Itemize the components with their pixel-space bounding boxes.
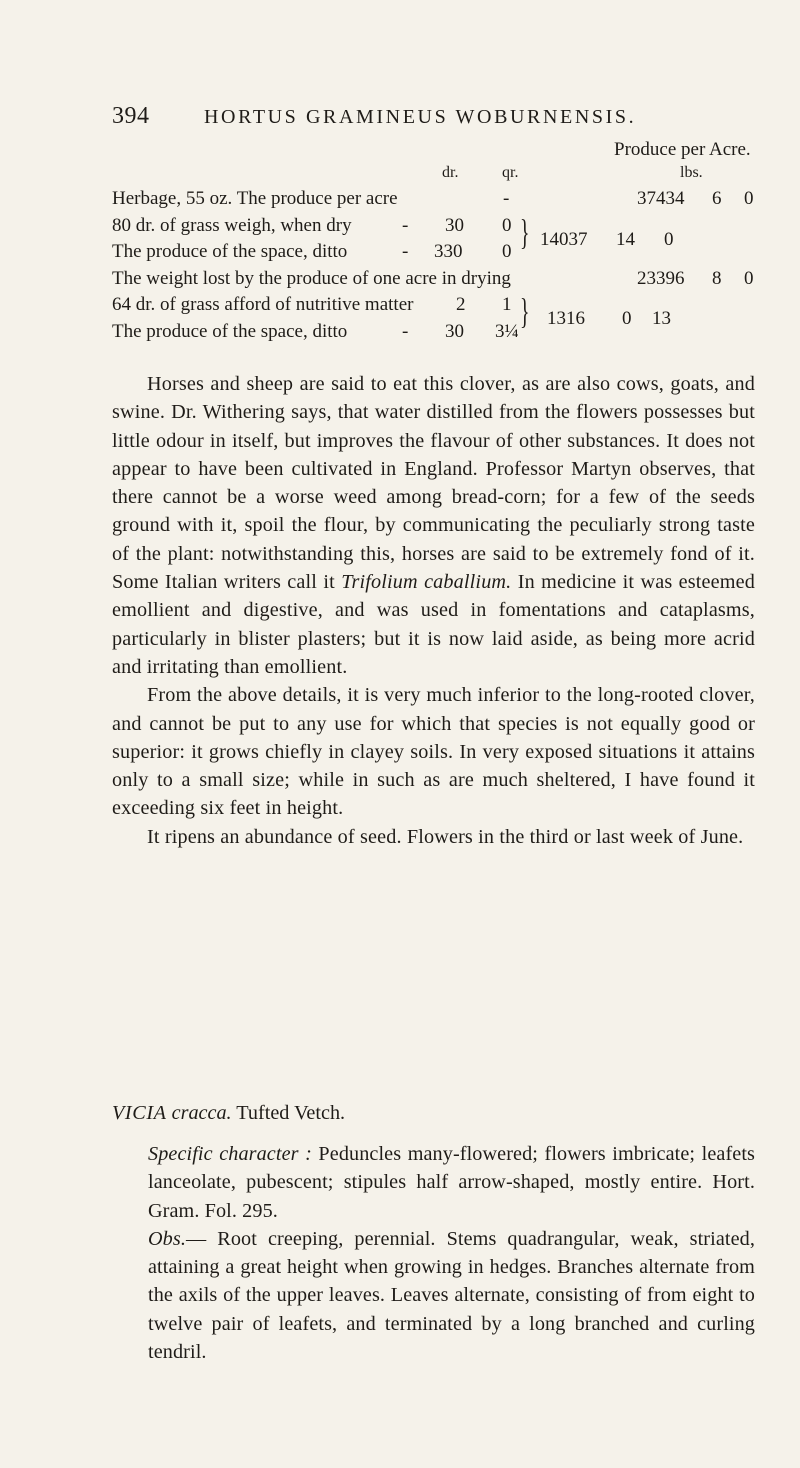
obs-text: — Root creeping, perennial. Stems quadrangular, weak, striated, attaining a great height when growing in hedges. Branches alternate from the axils of the upper leaves. Leaves alternate, consisting of from eight to twelve pair of leafets, and terminated by a long branched and curling tendril. (148, 1227, 755, 1364)
spec-text: Peduncles many-flowered; flowers imbricate; leafets lanceolate, pubescent; stipules half arrow-shaped, mostly entire. Hort. Gram. Fol. 295. (148, 1143, 755, 1222)
brace-icon: } (520, 212, 530, 252)
brace-group-lbs: 14037 (540, 229, 588, 250)
paragraph (112, 370, 755, 681)
table-row-dash: - (503, 188, 510, 209)
table-row-dr: 30 (445, 215, 464, 236)
paragraph-text: In medicine it was esteemed emollient and digestive, and was used in fomentations and cataplasms, particularly in blister plasters; but it is now laid aside, as being more acrid and irritating than emollient. (112, 571, 755, 678)
header-dr: dr. (442, 164, 459, 181)
specific-character (148, 1140, 755, 1225)
table-row-label: Herbage, 55 oz. The produce per acre (112, 188, 398, 209)
brace-group-c2: 14 (616, 229, 635, 250)
species-epithet: cracca. (171, 1102, 232, 1124)
spec-label: Specific character : (148, 1143, 312, 1165)
brace-icon: } (520, 291, 530, 331)
table-row-dr: 330 (434, 241, 463, 262)
table-row-dash: - (402, 241, 409, 262)
page-number: 394 (112, 103, 150, 129)
brace-group-c2: 0 (622, 308, 632, 329)
table-row-qr: 0 (502, 241, 512, 262)
paragraph: It ripens an abundance of seed. Flowers in the third or last week of June. (147, 825, 744, 848)
table-row-label: The produce of the space, ditto (112, 321, 348, 342)
obs-label: Obs. (148, 1227, 186, 1250)
observations (148, 1225, 755, 1366)
latin-name: Trifolium caballium. (341, 571, 512, 594)
table-row-c3: 0 (744, 188, 754, 209)
table-row-lbs: 37434 (637, 188, 685, 209)
table-row-lbs: 23396 (637, 268, 685, 289)
table-row-label: 64 dr. of grass afford of nutritive matter (112, 294, 414, 315)
table-row-label: The weight lost by the produce of one acre in drying (112, 268, 511, 289)
table-row-dr: 30 (445, 321, 464, 342)
brace-group-c3: 0 (664, 229, 674, 250)
table-row-label: The produce of the space, ditto (112, 241, 348, 262)
header-produce-per-acre: Produce per Acre. (614, 139, 751, 160)
produce-table (112, 138, 757, 353)
paragraph-text: Horses and sheep are said to eat this clover, as are also cows, goats, and swine. Dr. Withering says, that water distilled from the flowers possesses but little odour in itself, but improves the flavour of other substances. It does not appear to have been cultivated in England. Professor Martyn observes, that there cannot be a worse weed among bread-corn; for a few of the seeds ground with it, spoil the flour, by communicating the peculiarly strong taste of the plant: notwithstanding this, horses are said to be extremely fond of it. Some Italian writers call it (112, 373, 755, 594)
table-row-qr: 1 (502, 294, 512, 315)
species-description (148, 1140, 755, 1366)
page-header (112, 103, 752, 139)
table-row-dash: - (402, 215, 409, 236)
genus-name: VICIA (112, 1102, 167, 1124)
table-row-qr: 0 (502, 215, 512, 236)
body-text (112, 370, 755, 851)
common-name: Tufted Vetch. (236, 1102, 346, 1124)
header-qr: qr. (502, 164, 519, 181)
brace-group-c3: 13 (652, 308, 671, 329)
species-heading (112, 1099, 755, 1127)
paragraph: From the above details, it is very much inferior to the long-rooted clover, and cannot be put to any use for which that species is not equally good or superior: it grows chiefly in clayey soils. In very exposed situations it attains only to a small size; while in such as are much sheltered, I have found it exceeding six feet in height. (112, 684, 755, 820)
header-lbs: lbs. (680, 164, 703, 181)
table-row-c3: 0 (744, 268, 754, 289)
table-row-dr: 2 (456, 294, 466, 315)
table-row-label: 80 dr. of grass weigh, when dry (112, 215, 352, 236)
brace-group-lbs: 1316 (547, 308, 585, 329)
table-row-c2: 6 (712, 188, 722, 209)
table-row-qr: 3¼ (495, 321, 519, 342)
table-row-dash: - (402, 321, 409, 342)
table-row-c2: 8 (712, 268, 722, 289)
running-title: HORTUS GRAMINEUS WOBURNENSIS. (204, 106, 637, 128)
